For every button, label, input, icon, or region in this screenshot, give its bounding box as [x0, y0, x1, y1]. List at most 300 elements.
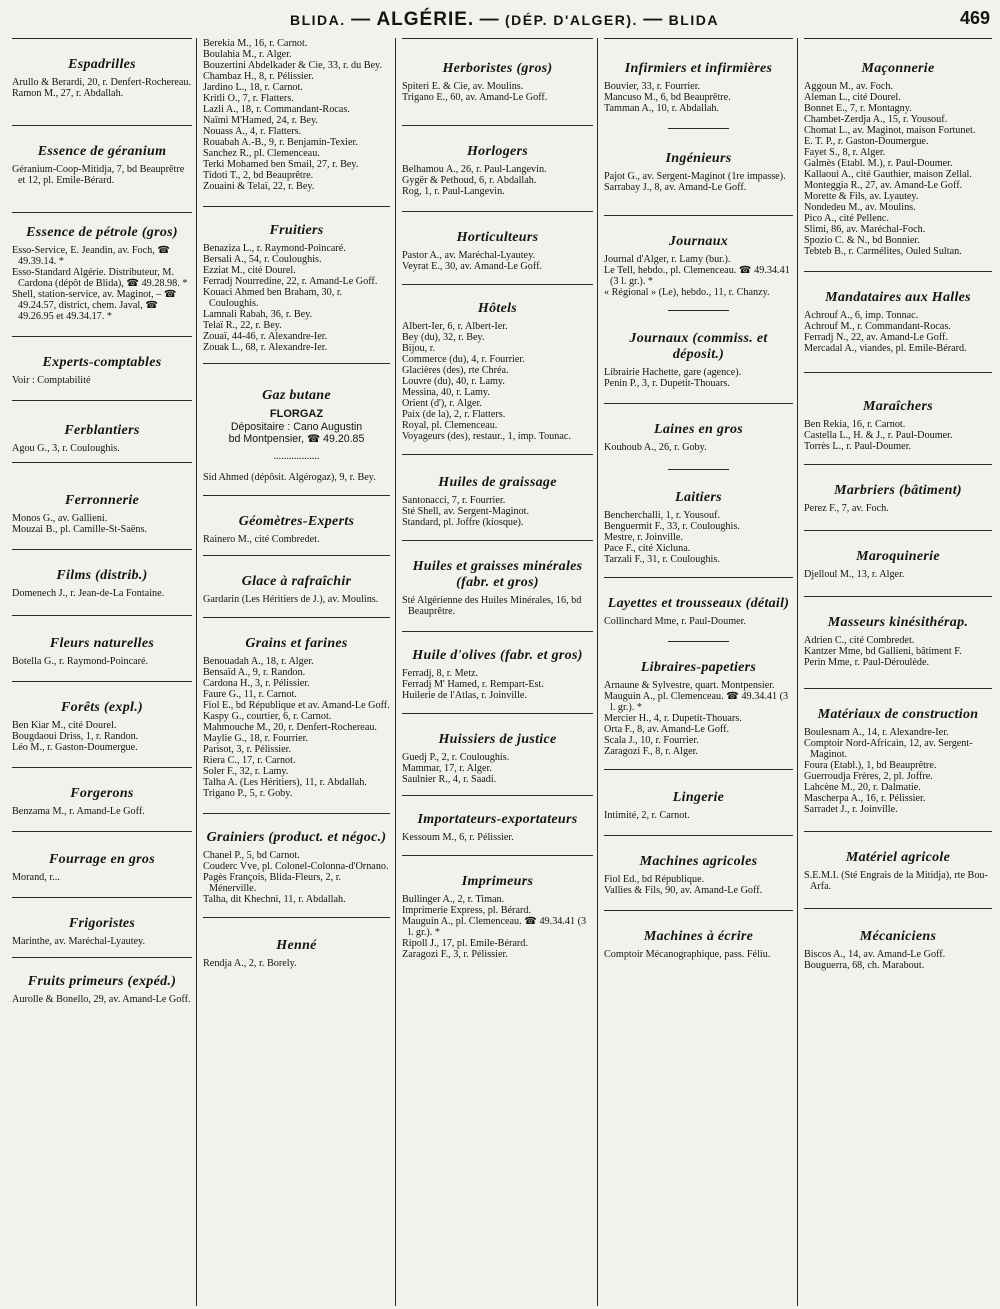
spacer [402, 617, 593, 631]
directory-entry: Le Tell, hebdo., pl. Clemenceau. ☎ 49.34.41 (3 l. gr.). * [604, 265, 790, 287]
directory-entry: Morand, r... [12, 872, 60, 883]
section-divider [402, 454, 593, 455]
directory-entry: Orta F., 8, av. Amand-Le Goff. [604, 724, 730, 735]
section-heading: Forgerons [70, 786, 134, 801]
directory-entry: Talha, dit Khechni, 11, r. Abdallah. [203, 894, 346, 905]
spacer [804, 892, 992, 908]
directory-entry: Standard, pl. Joffre (kiosque). [402, 517, 524, 528]
directory-entry: Bensaïd A., 9, r. Randon. [203, 667, 306, 678]
section-heading: Layettes et trousseaux (détail) [607, 596, 790, 611]
directory-entry: Spozio C. & N., bd Bonnier. [804, 235, 920, 246]
directory-entry: Gygër & Pethoud, 6, r. Abdallah. [402, 175, 537, 186]
directory-entry: Santonacci, 7, r. Fourrier. [402, 495, 506, 506]
directory-entry: Bonnet E., 7, r. Montagny. [804, 103, 912, 114]
spacer [12, 454, 192, 462]
spacer [402, 197, 593, 211]
spacer [203, 192, 390, 206]
section-divider [12, 462, 192, 463]
spacer [12, 599, 192, 615]
directory-entry: Paix (de la), 2, r. Flatters. [402, 409, 506, 420]
section-divider [12, 897, 192, 898]
section-divider [604, 769, 793, 770]
directory-entry: Bouzertini Abdelkader & Cie, 33, r. du Bey. [203, 60, 383, 71]
directory-entry: Benzama M., r. Amand-Le Goff. [12, 806, 145, 817]
section-heading: Grains et farines [245, 636, 348, 651]
section-divider [804, 38, 992, 39]
directory-entry: Collinchard Mme, r. Paul-Doumer. [604, 616, 747, 627]
directory-entry: Huilerie de l'Atlas, r. Joinville. [402, 690, 527, 701]
directory-entry: Chomat L., av. Maginot, maison Fortunet. [804, 125, 976, 136]
section-divider [12, 831, 192, 832]
section-heading: Mécaniciens [859, 929, 937, 944]
spacer [12, 753, 192, 767]
section-divider [12, 212, 192, 213]
section-heading: Forêts (expl.) [61, 700, 143, 715]
section-heading: Huile d'olives (fabr. et gros) [412, 648, 583, 663]
directory-entry: Trigano E., 60, av. Amand-Le Goff. [402, 92, 548, 103]
directory-entry: Castella L., H. & J., r. Paul-Doumer. [804, 430, 953, 441]
section-heading: Films (distrib.) [56, 568, 148, 583]
section-divider [203, 495, 390, 496]
section-heading: Fruitiers [269, 223, 324, 238]
section-divider [12, 767, 192, 768]
section-heading: Huissiers de justice [438, 732, 557, 747]
spacer [804, 815, 992, 831]
directory-entry: Nondedeu M., av. Moulins. [804, 202, 916, 213]
section-heading: Herboristes (gros) [442, 61, 553, 76]
directory-entry: Pace F., cité Xicluna. [604, 543, 691, 554]
directory-entry: Messina, 40, r. Lamy. [402, 387, 490, 398]
section-heading: Frigoristes [68, 916, 136, 931]
directory-entry: Gardarin (Les Héritiers de J.), av. Moulins. [203, 594, 379, 605]
directory-entry: Nouass A., 4, r. Flatters. [203, 126, 302, 137]
spacer [402, 528, 593, 540]
spacer [804, 452, 992, 464]
spacer [804, 354, 992, 372]
directory-entry: Ramon M., 27, r. Abdallah. [12, 88, 124, 99]
directory-entry: Faure G., 11, r. Carnot. [203, 689, 297, 700]
page-number: 469 [959, 8, 990, 28]
directory-entry: Ferradj Nourredine, 22, r. Amand-Le Goff. [203, 276, 378, 287]
directory-entry: Lamnali Rabah, 36, r. Bey. [203, 309, 313, 320]
directory-entry: Chanel P., 5, bd Carnot. [203, 850, 300, 861]
directory-entry: FLORGAZ [269, 408, 324, 420]
directory-entry: Vallies & Fils, 90, av. Amand-Le Goff. [604, 885, 763, 896]
spacer [604, 114, 793, 128]
section-heading: Horlogers [466, 144, 529, 159]
running-head-department: (DÉP. D'ALGER). [504, 12, 638, 28]
section-heading: Mandataires aux Halles [825, 290, 971, 305]
directory-entry: Rainero M., cité Combredet. [203, 534, 320, 545]
directory-entry: Sarrabay J., 8, av. Amand-Le Goff. [604, 182, 747, 193]
directory-entry: Telaï R., 22, r. Bey. [203, 320, 282, 331]
directory-entry: Voyageurs (des), restaur., 1, imp. Tounac. [402, 431, 571, 442]
section-divider [402, 855, 593, 856]
directory-entry: Zaragozi F., 8, r. Alger. [604, 746, 698, 757]
directory-entry: Adrien C., cité Combredet. [804, 635, 915, 646]
directory-entry: Perin Mme, r. Paul-Déroulède. [804, 657, 930, 668]
directory-entry: Terki Mohamed ben Smail, 27, r. Bey. [203, 159, 359, 170]
directory-entry: bd Montpensier, ☎ 49.20.85 [228, 433, 365, 445]
directory-entry: Fiol E., bd République et av. Amand-Le Goff. [203, 700, 390, 711]
directory-entry: Maylie G., 18, r. Fourrier. [203, 733, 308, 744]
section-divider [804, 688, 992, 689]
directory-entry: Zouaï, 44-46, r. Alexandre-Ier. [203, 331, 328, 342]
section-heading: Machines à écrire [643, 929, 754, 944]
section-divider [12, 336, 192, 337]
directory-entry: Bouguerra, 68, ch. Marabout. [804, 960, 925, 971]
section-divider [668, 128, 729, 129]
directory-entry: Ezziat M., cité Dourel. [203, 265, 296, 276]
directory-entry: Domenech J., r. Jean-de-La Fontaine. [12, 588, 165, 599]
directory-entry: Commerce (du), 4, r. Fourrier. [402, 354, 525, 365]
directory-entry: Ben Rekia, 16, r. Carnot. [804, 419, 906, 430]
directory-entry: Penin P., 3, r. Dupetit-Thouars. [604, 378, 730, 389]
page-header [0, 0, 1000, 38]
directory-entry: Guerroudja Frères, 2, pl. Joffre. [804, 771, 933, 782]
directory-entry: Mancuso M., 6, bd Beauprêtre. [604, 92, 731, 103]
directory-entry: Kaspy G., courtier, 6, r. Carnot. [203, 711, 332, 722]
section-divider [604, 835, 793, 836]
directory-entry: Tarzali F., 31, r. Couloughis. [604, 554, 720, 565]
spacer [804, 668, 992, 688]
spacer [804, 580, 992, 596]
spacer [604, 757, 793, 769]
section-heading: Horticulteurs [456, 230, 539, 245]
directory-entry: Imprimerie Express, pl. Bérard. [402, 905, 532, 916]
directory-entry: Kantzer Mme, bd Gallieni, bâtiment F. [804, 646, 962, 657]
section-heading: Glace à rafraîchir [241, 574, 352, 589]
directory-entry: Pico A., cité Pellenc. [804, 213, 889, 224]
section-divider [203, 555, 390, 556]
directory-entry: Bey (du), 32, r. Bey. [402, 332, 485, 343]
section-heading: Matériaux de construction [817, 707, 979, 722]
directory-entry: .................. [273, 451, 320, 462]
directory-entry: Comptoir Mécanographique, pass. Féliu. [604, 949, 771, 960]
section-heading: Libraires-papetiers [640, 660, 757, 675]
running-head-title: ALGÉRIE. [376, 9, 475, 30]
running-head-dash: — [643, 9, 664, 30]
directory-entry: Glacières (des), rte Chréa. [402, 365, 509, 376]
section-divider [804, 831, 992, 832]
spacer [12, 186, 192, 212]
directory-column-5 [797, 38, 994, 1306]
section-divider [203, 813, 390, 814]
section-divider [402, 38, 593, 39]
directory-entry: Sid Ahmed (dépôsit. Algérogaz), 9, r. Bey. [203, 472, 376, 483]
section-heading: Fourrage en gros [49, 852, 155, 867]
spacer [402, 103, 593, 125]
directory-entry: Achrouf M., r. Commandant-Rocas. [804, 321, 951, 332]
directory-entry: Kallaoui A., cité Gauthier, maison Zellal. [804, 169, 972, 180]
directory-entry: Ferradj M' Hamed, r. Rempart-Est. [402, 679, 544, 690]
section-divider [12, 615, 192, 616]
directory-entry: Mercier H., 4, r. Dupetit-Thouars. [604, 713, 742, 724]
directory-entry: Guedj P., 2, r. Couloughis. [402, 752, 510, 763]
directory-entry: Tidoti T., 2, bd Beauprêtre. [203, 170, 314, 181]
directory-entry: Bencherchalli, 1, r. Yousouf. [604, 510, 721, 521]
section-divider [804, 372, 992, 373]
directory-entry: Naïmi M'Hamed, 24, r. Bey. [203, 115, 318, 126]
spacer [203, 905, 390, 917]
directory-entry: Monos G., av. Gallieni. [12, 513, 108, 524]
spacer [203, 605, 390, 617]
directory-entry: Rendja A., 2, r. Borely. [203, 958, 297, 969]
directory-entry: Torrès L., r. Paul-Doumer. [804, 441, 912, 452]
directory-entry: Agou G., 3, r. Couloughis. [12, 443, 120, 454]
directory-entry: Jardino L., 18, r. Carnot. [203, 82, 303, 93]
directory-entry: Shell, station-service, av. Maginot, – ☎ 49.24.57, district, chem. Javal, ☎ 49.26.95 et 49.34.17. * [12, 289, 177, 322]
directory-entry: Bullinger A., 2, r. Timan. [402, 894, 505, 905]
directory-entry: Mauguin A., pl. Clemenceau. ☎ 49.34.41 (3 l. gr.). * [402, 916, 587, 938]
directory-entry: Journal d'Alger, r. Lamy (bur.). [604, 254, 731, 265]
spacer [402, 701, 593, 713]
directory-entry: Arullo & Berardi, 20, r. Denfert-Rochereau. [12, 77, 192, 88]
directory-entry: Albert-Ier, 6, r. Albert-Ier. [402, 321, 508, 332]
directory-entry: Bougdaoui Driss, 1, r. Randon. [12, 731, 139, 742]
section-heading: Grainiers (product. et négoc.) [206, 830, 387, 845]
spacer [203, 799, 390, 813]
directory-entry: Chambaz H., 8, r. Pélissier. [203, 71, 314, 82]
directory-entry: Soler F., 32, r. Lamy. [203, 766, 289, 777]
directory-entry: Aleman L., cité Dourel. [804, 92, 901, 103]
directory-entry: Veyrat E., 30, av. Amand-Le Goff. [402, 261, 543, 272]
section-divider [604, 403, 793, 404]
directory-entry: Cardona H., 3, r. Pélissier. [203, 678, 310, 689]
directory-entry: Morette & Fils, av. Lyautey. [804, 191, 919, 202]
section-heading: Imprimeurs [461, 874, 534, 889]
section-heading: Journaux (commiss. et déposit.) [629, 331, 768, 362]
directory-entry: Chambet-Zerdja A., 15, r. Yousouf. [804, 114, 948, 125]
directory-entry: Zaragozi F., 3, r. Pélissier. [402, 949, 508, 960]
directory-entry: Talha A. (Les Héritiers), 11, r. Abdallah. [203, 777, 367, 788]
spacer [203, 545, 390, 555]
directory-entry: Librairie Hachette, gare (agence). [604, 367, 742, 378]
spacer [402, 785, 593, 795]
section-heading: Hôtels [477, 301, 518, 316]
section-divider [804, 530, 992, 531]
directory-entry: Lahcène M., 20, r. Dalmatie. [804, 782, 921, 793]
section-divider [203, 206, 390, 207]
directory-entry: Mauguin A., pl. Clemenceau. ☎ 49.34.41 (3 l. gr.). * [604, 691, 789, 713]
directory-entry: Pagès François, Blida-Fleurs, 2, r. Ménerville. [203, 872, 342, 894]
directory-entry: « Régional » (Le), hebdo., 11, r. Chanzy. [604, 287, 770, 298]
directory-entry: Kouaci Ahmed ben Braham, 30, r. Couloughis. [203, 287, 343, 309]
directory-entry: Spiteri E. & Cie, av. Moulins. [402, 81, 524, 92]
section-heading: Masseurs kinésithérap. [827, 615, 969, 630]
directory-entry: Arnaune & Sylvestre, quart. Montpensier. [604, 680, 775, 691]
section-divider [402, 125, 593, 126]
directory-column-2 [196, 38, 395, 1306]
directory-entry: Kouhoub A., 26, r. Goby. [604, 442, 707, 453]
spacer [402, 272, 593, 284]
section-divider [402, 540, 593, 541]
directory-entry: Esso-Service, E. Jeandin, av. Foch, ☎ 49.39.14. * [12, 245, 171, 267]
spacer [604, 389, 793, 403]
section-divider [12, 957, 192, 958]
section-heading: Ingénieurs [665, 151, 732, 166]
directory-entry: Mestre, r. Joinville. [604, 532, 683, 543]
directory-entry: Ferradj N., 22, av. Amand-Le Goff. [804, 332, 949, 343]
spacer [402, 442, 593, 454]
running-head-left: BLIDA. [290, 12, 346, 28]
spacer [12, 667, 192, 681]
spacer [203, 462, 390, 472]
section-divider [12, 549, 192, 550]
directory-entry: Aurolle & Bonello, 29, av. Amand-Le Goff. [12, 994, 191, 1005]
directory-entry: Pastor A., av. Maréchal-Lyautey. [402, 250, 536, 261]
directory-entry: Riera C., 17, r. Carnot. [203, 755, 296, 766]
directory-entry: Léo M., r. Gaston-Doumergue. [12, 742, 138, 753]
section-heading: Lingerie [672, 790, 725, 805]
spacer [12, 947, 192, 957]
directory-entry: Sté Shell, av. Sergent-Maginot. [402, 506, 530, 517]
directory-entry: Galmès (Etabl. M.), r. Paul-Doumer. [804, 158, 953, 169]
spacer [203, 483, 390, 495]
section-heading: Maroquinerie [856, 549, 940, 564]
section-heading: Journaux [668, 234, 729, 249]
directory-entry: Boulesnam A., 14, r. Alexandre-Ier. [804, 727, 949, 738]
running-head-dash: — [479, 9, 500, 30]
running-head [290, 9, 719, 31]
section-divider [402, 284, 593, 285]
directory-entry: Tebteb B., r. Carmélites, Ouled Sultan. [804, 246, 962, 257]
section-divider [12, 400, 192, 401]
directory-entry: Boulahia M., r. Alger. [203, 49, 292, 60]
section-heading: Maçonnerie [861, 61, 935, 76]
directory-entry: Mascherpa A., 16, r. Pélissier. [804, 793, 926, 804]
section-heading: Fleurs naturelles [49, 636, 155, 651]
directory-entry: Ben Kiar M., cité Dourel. [12, 720, 117, 731]
directory-entry: Ripoll J., 17, pl. Emile-Bérard. [402, 938, 528, 949]
section-heading: Espadrilles [68, 57, 136, 72]
directory-entry: Pajot G., av. Sergent-Maginot (1re impasse). [604, 171, 786, 182]
section-heading: Fruits primeurs (expéd.) [27, 974, 177, 989]
directory-entry: Bersali A., 54, r. Couloughis. [203, 254, 322, 265]
section-divider [668, 310, 729, 311]
section-divider [804, 908, 992, 909]
directory-entry: Foura (Etabl.), 1, bd Beauprêtre. [804, 760, 937, 771]
section-heading: Matériel agricole [845, 850, 951, 865]
spacer [604, 565, 793, 577]
directory-entry: Sanchez R., pl. Clemenceau. [203, 148, 320, 159]
spacer [804, 257, 992, 271]
section-divider [804, 464, 992, 465]
directory-entry: Mouzai B., pl. Camille-St-Saëns. [12, 524, 147, 535]
directory-entry: Djelloul M., 13, r. Alger. [804, 569, 905, 580]
spacer [12, 535, 192, 549]
directory-entry: Monteggia R., 27, av. Amand-Le Goff. [804, 180, 963, 191]
section-divider [203, 617, 390, 618]
directory-entry: Belhamou A., 26, r. Paul-Langevin. [402, 164, 547, 175]
running-head-right: BLIDA [668, 12, 719, 28]
directory-entry: Zouaini & Telaï, 22, r. Bey. [203, 181, 315, 192]
directory-entry: Comptoir Nord-Africain, 12, av. Sergent-Maginot. [804, 738, 973, 760]
directory-entry: Mammar, 17, r. Alger. [402, 763, 492, 774]
section-heading: Machines agricoles [639, 854, 758, 869]
directory-entry: Rog, 1, r. Paul-Langevin. [402, 186, 505, 197]
directory-entry: Couderc Vve, pl. Colonel-Colonna-d'Ornano. [203, 861, 389, 872]
section-heading: Essence de pétrole (gros) [26, 225, 178, 240]
spacer [12, 99, 192, 125]
directory-entry: Berekia M., 16, r. Carnot. [203, 38, 308, 49]
spacer [604, 627, 793, 641]
directory-entry: Kritli O., 7, r. Flatters. [203, 93, 294, 104]
spacer [402, 843, 593, 855]
section-divider [604, 577, 793, 578]
section-heading: Importateurs-exportateurs [417, 812, 578, 827]
section-heading: Infirmiers et infirmières [624, 61, 773, 76]
directory-entry: Mercadal A., viandes, pl. Emile-Bérard. [804, 343, 967, 354]
directory-entry: E. T. P., r. Gaston-Doumergue. [804, 136, 929, 147]
directory-entry: Orient (d'), r. Alger. [402, 398, 482, 409]
spacer [604, 821, 793, 835]
directory-entry: Fayet S., 8, r. Alger. [804, 147, 886, 158]
section-heading: Laines en gros [654, 422, 743, 437]
directory-entry: Saulnier R., 4, r. Saadi. [402, 774, 497, 785]
directory-column-1 [8, 38, 196, 1306]
spacer [203, 353, 390, 363]
directory-entry: Sté Algérienne des Huiles Minérales, 16, bd Beauprêtre. [402, 595, 582, 617]
section-divider [804, 271, 992, 272]
section-divider [203, 917, 390, 918]
spacer [804, 514, 992, 530]
directory-entry: Intimité, 2, r. Carnot. [604, 810, 690, 821]
section-heading: Laitiers [675, 490, 722, 505]
section-divider [402, 631, 593, 632]
directory-entry: Ferradj, 8, r. Metz. [402, 668, 479, 679]
section-divider [604, 910, 793, 911]
directory-entry: Mahmouche M., 20, r. Denfert-Rochereau. [203, 722, 377, 733]
section-heading: Marbriers (bâtiment) [834, 483, 962, 498]
section-heading: Ferblantiers [64, 423, 140, 438]
directory-entry: Aggoun M., av. Foch. [804, 81, 894, 92]
directory-entry: Kessoum M., 6, r. Pélissier. [402, 832, 514, 843]
section-divider [604, 215, 793, 216]
directory-entry: Trigano P., 5, r. Goby. [203, 788, 293, 799]
directory-entry: S.E.M.I. (Sté Engrais de la Mitidja), rte Bou-Arfa. [804, 870, 988, 892]
directory-entry: Benouadah A., 18, r. Alger. [203, 656, 314, 667]
spacer [12, 386, 192, 400]
directory-entry: Bijou, r. [402, 343, 436, 354]
directory-entry: Louvre (du), 40, r. Lamy. [402, 376, 505, 387]
section-divider [203, 363, 390, 364]
section-divider [12, 125, 192, 126]
section-heading: Huiles de graissage [438, 475, 557, 490]
spacer [604, 193, 793, 215]
section-divider [402, 795, 593, 796]
spacer [604, 298, 793, 310]
section-divider [12, 38, 192, 39]
section-divider [402, 713, 593, 714]
directory-entry: Tamman A., 10, r. Abdallah. [604, 103, 720, 114]
directory-entry: Bouvier, 33, r. Fourrier. [604, 81, 701, 92]
directory-entry: Sarradet J., r. Joinville. [804, 804, 898, 815]
directory-entry: Fiol Ed., bd République. [604, 874, 705, 885]
section-heading: Gaz butane [262, 388, 331, 403]
directory-entry: Zouak L., 68, r. Alexandre-Ier. [203, 342, 328, 353]
directory-entry: Benaziza L., r. Raymond-Poincaré. [203, 243, 346, 254]
directory-entry: Lazli A., 18, r. Commandant-Rocas. [203, 104, 350, 115]
section-heading: Essence de géranium [37, 144, 167, 159]
section-heading: Géomètres-Experts [238, 514, 355, 529]
section-heading: Experts-comptables [42, 355, 162, 370]
spacer [12, 817, 192, 831]
directory-entry: Slimi, 86, av. Maréchal-Foch. [804, 224, 926, 235]
section-divider [804, 596, 992, 597]
directory-column-4 [597, 38, 797, 1306]
spacer [604, 453, 793, 469]
